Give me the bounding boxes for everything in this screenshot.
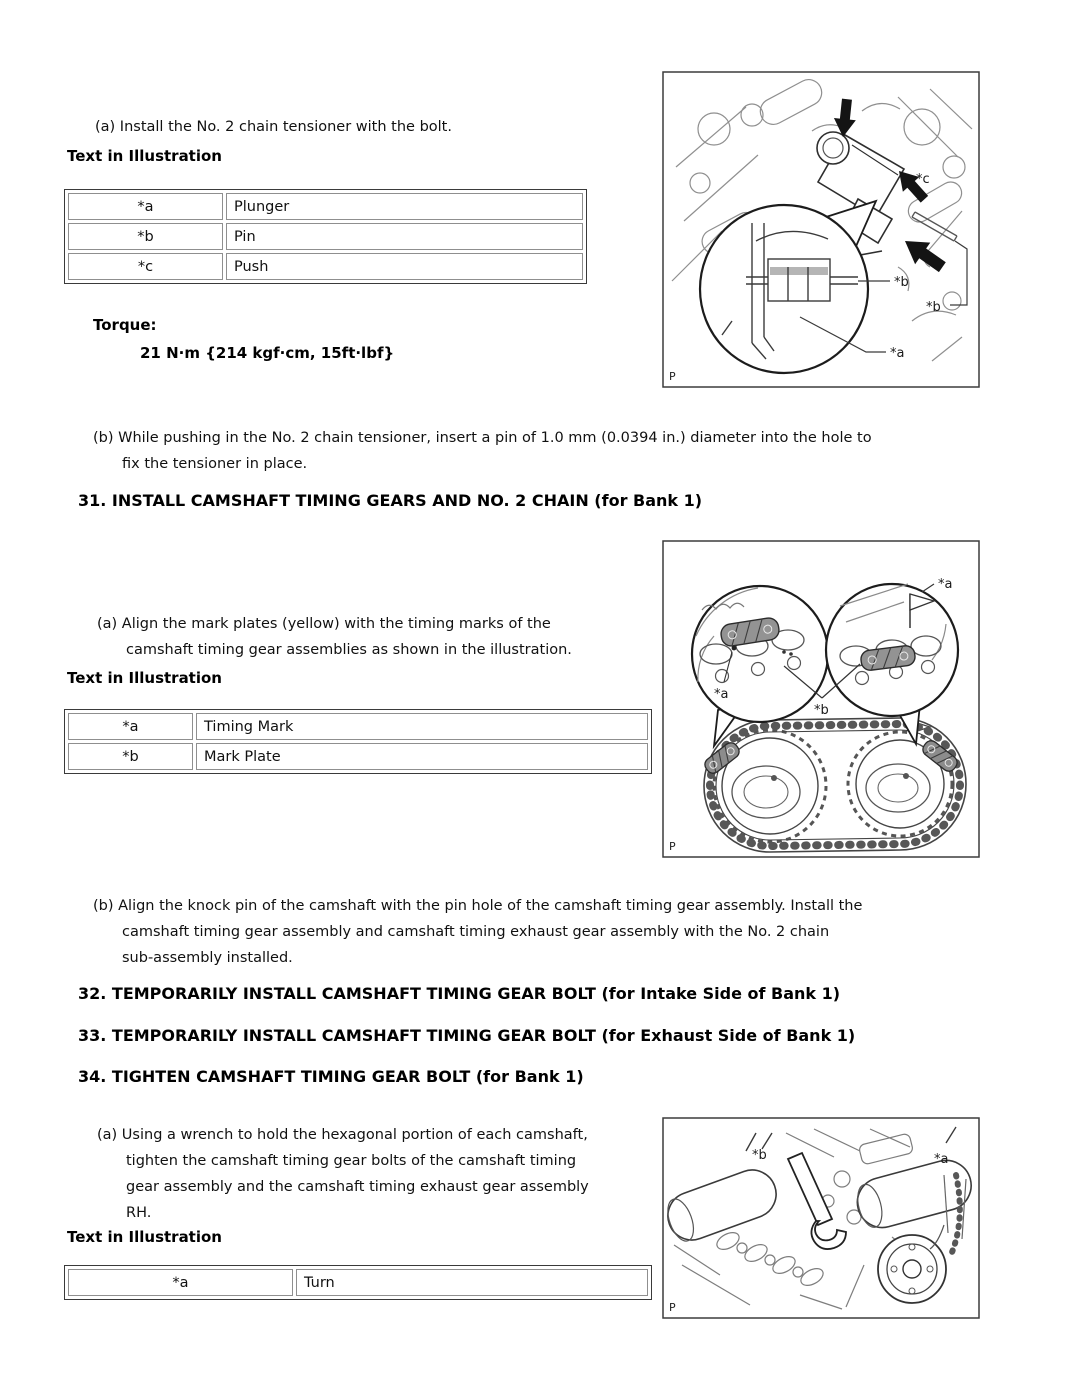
illustration-corner-mark: P — [669, 1301, 676, 1314]
torque-value: 21 N·m {214 kgf·cm, 15ft·lbf} — [140, 344, 395, 362]
text-in-illustration-heading: Text in Illustration — [67, 1228, 222, 1246]
paragraph-line: (a) Using a wrench to hold the hexagonal portion of each camshaft, — [97, 1127, 588, 1143]
timing-mark-label-left: *a — [714, 687, 729, 702]
legend-key-cell: *b — [68, 223, 223, 250]
table-row — [68, 1269, 648, 1296]
legend-key-cell: *a — [68, 713, 193, 740]
illustration-corner-mark: P — [669, 840, 676, 853]
legend-key-cell: *a — [68, 1269, 293, 1296]
illustration-corner-mark: P — [669, 370, 676, 383]
turn-legend-table — [64, 1265, 652, 1300]
paragraph-line: (b) While pushing in the No. 2 chain tensioner, insert a pin of 1.0 mm (0.0394 in.) diameter into the hole to — [93, 430, 872, 446]
paragraph-line: tighten the camshaft timing gear bolts of the camshaft timing — [126, 1153, 577, 1169]
paragraph-line: (a) Install the No. 2 chain tensioner with the bolt. — [95, 119, 452, 135]
legend-value-cell: Mark Plate — [196, 743, 648, 770]
paragraph-line: gear assembly and the camshaft timing exhaust gear assembly — [126, 1179, 589, 1195]
step-knock-pin-b — [93, 893, 862, 971]
legend-value-cell: Pin — [226, 223, 583, 250]
tensioner-illustration — [662, 71, 980, 388]
paragraph-line: (a) Align the mark plates (yellow) with the timing marks of the — [97, 616, 551, 632]
legend-value-cell: Plunger — [226, 193, 583, 220]
timing-gears-illustration — [662, 540, 980, 858]
text-in-illustration-heading: Text in Illustration — [67, 147, 222, 165]
tensioner-legend-table — [64, 189, 587, 284]
timing-gears-illustration-svg — [662, 540, 980, 858]
mark-plate-label: *b — [814, 703, 829, 718]
push-label: *c — [916, 172, 930, 187]
tensioner-illustration-svg — [662, 71, 980, 388]
step-install-tensioner-a — [95, 114, 452, 140]
section-heading-34: 34. TIGHTEN CAMSHAFT TIMING GEAR BOLT (for Bank 1) — [78, 1067, 584, 1086]
step-tighten-bolts-a — [97, 1122, 589, 1226]
pin-label: *b — [926, 300, 941, 315]
paragraph-line: RH. — [126, 1205, 152, 1221]
step-align-marks-a — [97, 611, 572, 663]
step-push-pin-b — [93, 425, 872, 477]
paragraph-line: camshaft timing gear assemblies as shown in the illustration. — [126, 642, 572, 658]
turn-label-right: *a — [934, 1152, 949, 1167]
legend-value-cell: Turn — [296, 1269, 648, 1296]
paragraph-line: camshaft timing gear assembly and camshaft timing exhaust gear assembly with the No. 2 chain — [122, 924, 830, 940]
legend-value-cell: Push — [226, 253, 583, 280]
legend-key-cell: *c — [68, 253, 223, 280]
text-in-illustration-heading: Text in Illustration — [67, 669, 222, 687]
inset-pin-label: *b — [894, 275, 909, 290]
wrench-illustration-svg — [662, 1117, 980, 1319]
turn-label-left: *b — [752, 1148, 767, 1163]
table-row — [68, 193, 583, 220]
table-row — [68, 713, 648, 740]
legend-key-cell: *a — [68, 193, 223, 220]
paragraph-line: fix the tensioner in place. — [122, 456, 308, 472]
plunger-label: *a — [890, 346, 905, 361]
table-row — [68, 223, 583, 250]
wrench-illustration — [662, 1117, 980, 1319]
section-heading-33: 33. TEMPORARILY INSTALL CAMSHAFT TIMING GEAR BOLT (for Exhaust Side of Bank 1) — [78, 1026, 856, 1045]
torque-label: Torque: — [93, 316, 157, 334]
table-row — [68, 253, 583, 280]
section-heading-32: 32. TEMPORARILY INSTALL CAMSHAFT TIMING GEAR BOLT (for Intake Side of Bank 1) — [78, 984, 841, 1003]
timing-mark-label-right: *a — [938, 577, 953, 592]
timing-legend-table — [64, 709, 652, 774]
paragraph-line: (b) Align the knock pin of the camshaft with the pin hole of the camshaft timing gear assembly. Install the — [93, 898, 863, 914]
section-heading-31: 31. INSTALL CAMSHAFT TIMING GEARS AND NO. 2 CHAIN (for Bank 1) — [78, 491, 703, 510]
legend-key-cell: *b — [68, 743, 193, 770]
legend-value-cell: Timing Mark — [196, 713, 648, 740]
table-row — [68, 743, 648, 770]
paragraph-line: sub-assembly installed. — [122, 950, 293, 966]
